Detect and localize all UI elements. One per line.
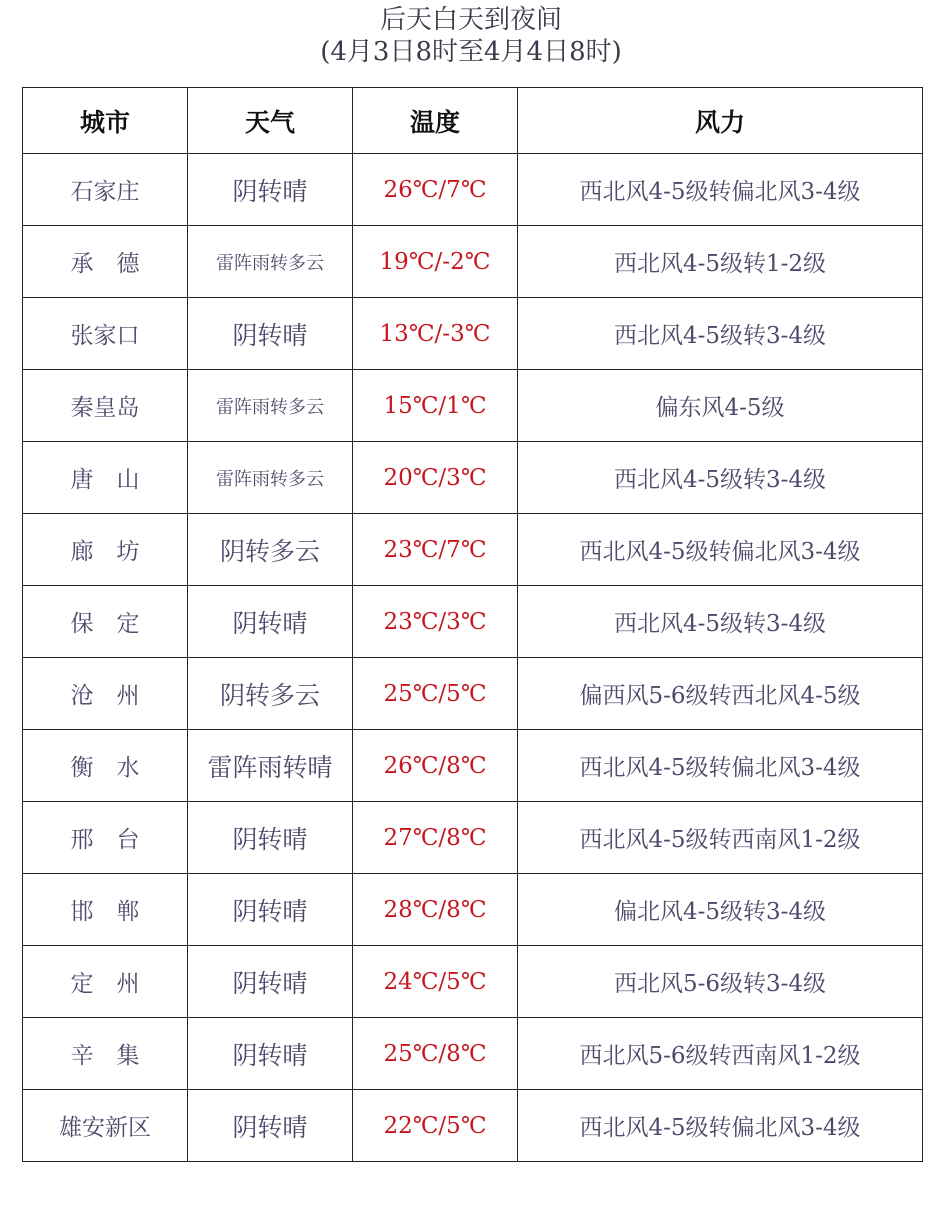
city-cell: 石家庄 — [23, 154, 188, 226]
temperature-cell: 23℃/7℃ — [353, 514, 518, 586]
temperature-cell: 25℃/5℃ — [353, 658, 518, 730]
temperature-cell: 26℃/7℃ — [353, 154, 518, 226]
table-row — [23, 946, 923, 1018]
table-row — [23, 874, 923, 946]
table-row — [23, 370, 923, 442]
temperature-cell: 25℃/8℃ — [353, 1018, 518, 1090]
table-row — [23, 298, 923, 370]
temperature-cell: 13℃/-3℃ — [353, 298, 518, 370]
weather-cell: 阴转晴 — [188, 874, 353, 946]
weather-cell: 雷阵雨转多云 — [188, 442, 353, 514]
wind-cell: 西北风4-5级转偏北风3-4级 — [518, 1090, 923, 1162]
table-row — [23, 154, 923, 226]
city-cell: 辛 集 — [23, 1018, 188, 1090]
column-header-temperature: 温度 — [353, 88, 518, 154]
city-cell: 唐 山 — [23, 442, 188, 514]
temperature-cell: 19℃/-2℃ — [353, 226, 518, 298]
column-header-weather: 天气 — [188, 88, 353, 154]
wind-cell: 西北风5-6级转3-4级 — [518, 946, 923, 1018]
wind-cell: 西北风4-5级转西南风1-2级 — [518, 802, 923, 874]
weather-cell: 阴转多云 — [188, 658, 353, 730]
table-row — [23, 1090, 923, 1162]
table-row — [23, 802, 923, 874]
city-cell: 廊 坊 — [23, 514, 188, 586]
wind-cell: 西北风4-5级转1-2级 — [518, 226, 923, 298]
temperature-cell: 22℃/5℃ — [353, 1090, 518, 1162]
city-cell: 雄安新区 — [23, 1090, 188, 1162]
temperature-cell: 26℃/8℃ — [353, 730, 518, 802]
wind-cell: 西北风4-5级转3-4级 — [518, 298, 923, 370]
city-cell: 秦皇岛 — [23, 370, 188, 442]
table-row — [23, 586, 923, 658]
weather-cell: 阴转晴 — [188, 298, 353, 370]
city-cell: 邢 台 — [23, 802, 188, 874]
wind-cell: 西北风4-5级转偏北风3-4级 — [518, 730, 923, 802]
table-row — [23, 226, 923, 298]
column-header-wind: 风力 — [518, 88, 923, 154]
temperature-cell: 27℃/8℃ — [353, 802, 518, 874]
wind-cell: 西北风5-6级转西南风1-2级 — [518, 1018, 923, 1090]
weather-cell: 雷阵雨转晴 — [188, 730, 353, 802]
temperature-cell: 15℃/1℃ — [353, 370, 518, 442]
table-row — [23, 730, 923, 802]
wind-cell: 西北风4-5级转3-4级 — [518, 442, 923, 514]
wind-cell: 偏东风4-5级 — [518, 370, 923, 442]
weather-cell: 阴转晴 — [188, 586, 353, 658]
weather-cell: 阴转晴 — [188, 1018, 353, 1090]
wind-cell: 西北风4-5级转3-4级 — [518, 586, 923, 658]
table-row — [23, 514, 923, 586]
city-cell: 定 州 — [23, 946, 188, 1018]
weather-cell: 阴转晴 — [188, 802, 353, 874]
city-cell: 承 德 — [23, 226, 188, 298]
city-cell: 张家口 — [23, 298, 188, 370]
temperature-cell: 20℃/3℃ — [353, 442, 518, 514]
page-subtitle: (4月3日8时至4月4日8时) — [320, 37, 622, 67]
weather-cell: 雷阵雨转多云 — [188, 226, 353, 298]
wind-cell: 西北风4-5级转偏北风3-4级 — [518, 154, 923, 226]
city-cell: 沧 州 — [23, 658, 188, 730]
temperature-cell: 28℃/8℃ — [353, 874, 518, 946]
table-row — [23, 658, 923, 730]
temperature-cell: 24℃/5℃ — [353, 946, 518, 1018]
forecast-table — [22, 87, 923, 1162]
page-title: 后天白天到夜间 — [379, 5, 562, 35]
wind-cell: 偏北风4-5级转3-4级 — [518, 874, 923, 946]
city-cell: 邯 郸 — [23, 874, 188, 946]
weather-cell: 阴转晴 — [188, 946, 353, 1018]
table-row — [23, 1018, 923, 1090]
wind-cell: 偏西风5-6级转西北风4-5级 — [518, 658, 923, 730]
weather-cell: 雷阵雨转多云 — [188, 370, 353, 442]
wind-cell: 西北风4-5级转偏北风3-4级 — [518, 514, 923, 586]
city-cell: 保 定 — [23, 586, 188, 658]
temperature-cell: 23℃/3℃ — [353, 586, 518, 658]
weather-cell: 阴转晴 — [188, 154, 353, 226]
table-row — [23, 442, 923, 514]
weather-cell: 阴转晴 — [188, 1090, 353, 1162]
table-header-row — [23, 88, 923, 154]
weather-cell: 阴转多云 — [188, 514, 353, 586]
city-cell: 衡 水 — [23, 730, 188, 802]
column-header-city: 城市 — [23, 88, 188, 154]
